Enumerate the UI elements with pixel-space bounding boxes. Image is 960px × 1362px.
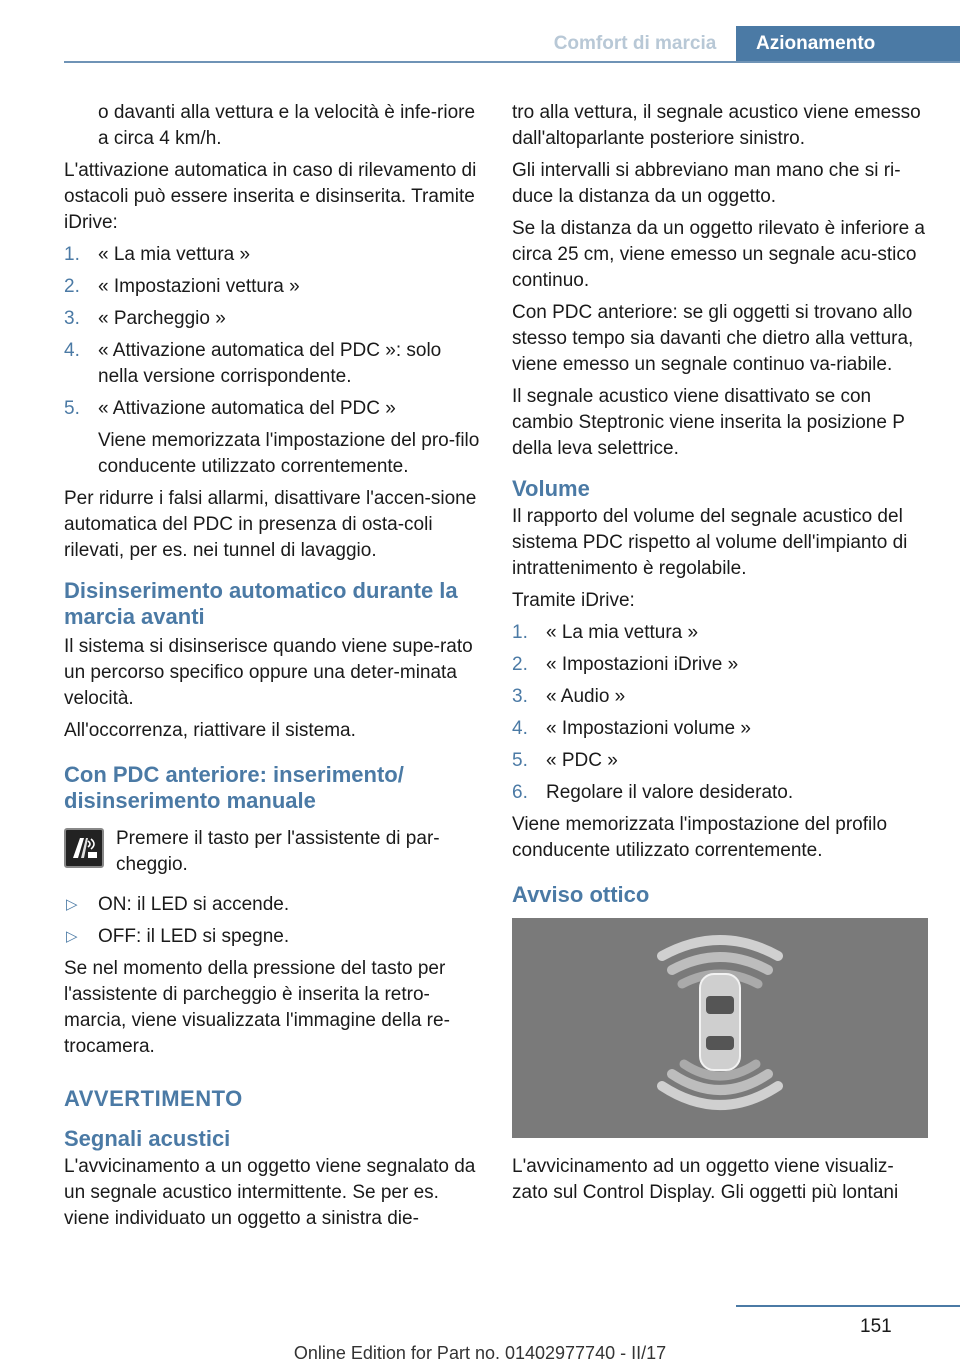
step-text: « La mia vettura » [98, 244, 251, 265]
bullet-triangle-icon: ▷ [66, 928, 78, 945]
button-instruction [64, 826, 480, 878]
list-item [512, 748, 928, 774]
page-header [0, 0, 960, 62]
step-text: Regolare il valore desiderato. [546, 782, 794, 803]
paragraph: L'avvicinamento a un oggetto viene segnalato da un segnale acustico intermittente. Se per es. viene individuato un oggetto a sinistra die- [64, 1156, 476, 1229]
step-text: « Impostazioni volume » [546, 718, 751, 739]
paragraph: Se nel momento della pressione del tasto per l'assistente di parcheggio è inserita la retro-marcia, viene visualizzata l'immagine della re-trocamera. [64, 958, 450, 1057]
list-item [64, 274, 480, 300]
section-heading: Con PDC anteriore: inserimento/ disinserimento manuale [64, 762, 404, 813]
bullet-triangle-icon: ▷ [66, 896, 78, 913]
edition-footer: Online Edition for Part no. 01402977740 - II/17 [293, 1343, 667, 1362]
button-instruction-text: Premere il tasto per l'assistente di par-cheggio. [116, 828, 440, 875]
paragraph: Se la distanza da un oggetto rilevato è inferiore a circa 25 cm, viene emesso un segnale acu-stico continuo. [512, 218, 925, 291]
right-column [512, 100, 928, 1212]
paragraph: L'avvicinamento ad un oggetto viene visualiz-zato sul Control Display. Gli oggetti più lontani [512, 1156, 899, 1203]
step-number: 6. [512, 782, 528, 803]
list-item [512, 684, 928, 710]
list-item [64, 338, 480, 390]
step-number: 4. [512, 718, 528, 739]
list-item [64, 924, 480, 950]
list-item [512, 780, 928, 806]
step-note: Viene memorizzata l'impostazione del pro-filo conducente utilizzato correntemente. [98, 430, 480, 477]
paragraph: Il rapporto del volume del segnale acustico del sistema PDC rispetto al volume dell'impianto di intrattenimento è regolabile. [512, 506, 908, 579]
footer-divider [736, 1305, 960, 1307]
paragraph: Gli intervalli si abbreviano man mano che si ri-duce la distanza da un oggetto. [512, 160, 901, 207]
list-item [64, 396, 480, 480]
warning-heading: AVVERTIMENTO [64, 1086, 243, 1111]
header-divider [64, 61, 960, 63]
paragraph: Per ridurre i falsi allarmi, disattivare l'accen-sione automatica del PDC in presenza di osta-coli rilevati, per es. nei tunnel di lavaggio. [64, 488, 477, 561]
step-number: 1. [512, 622, 528, 643]
step-number: 4. [64, 340, 80, 361]
step-number: 3. [64, 308, 80, 329]
volume-steps-list [512, 620, 928, 806]
left-column [64, 100, 480, 1238]
section-heading: Segnali acustici [64, 1126, 231, 1151]
list-item [64, 892, 480, 918]
step-text: « PDC » [546, 750, 618, 771]
list-item [512, 716, 928, 742]
step-number: 1. [64, 244, 80, 265]
paragraph: tro alla vettura, il segnale acustico viene emesso dall'altoparlante posteriore sinistro. [512, 102, 921, 149]
list-item [64, 242, 480, 268]
paragraph: Il sistema si disinserisce quando viene supe-rato un percorso specifico oppure una deter-minata velocità. [64, 636, 473, 709]
page-number: 151 [860, 1316, 892, 1337]
step-number: 2. [512, 654, 528, 675]
paragraph: Con PDC anteriore: se gli oggetti si trovano allo stesso tempo sia davanti che dietro alla vettura, viene emesso un segnale continuo va-riabile. [512, 302, 914, 375]
paragraph: Tramite iDrive: [512, 590, 635, 611]
list-item [64, 306, 480, 332]
step-text: « La mia vettura » [546, 622, 699, 643]
paragraph: L'attivazione automatica in caso di rilevamento di ostacoli può essere inserita e disinserita. Tramite iDrive: [64, 160, 477, 233]
step-text: « Impostazioni iDrive » [546, 654, 739, 675]
bullet-text: OFF: il LED si spegne. [98, 926, 290, 947]
pdc-display-illustration [512, 918, 928, 1138]
paragraph: o davanti alla vettura e la velocità è infe-riore a circa 4 km/h. [98, 102, 476, 149]
section-heading: Volume [512, 476, 590, 501]
step-text: « Impostazioni vettura » [98, 276, 300, 297]
section-heading: Disinserimento automatico durante la marcia avanti [64, 578, 458, 629]
section-label: Comfort di marcia [553, 33, 717, 54]
step-text: « Audio » [546, 686, 626, 707]
park-assist-button-icon [64, 828, 104, 868]
list-item [512, 652, 928, 678]
step-number: 2. [64, 276, 80, 297]
chapter-tab: Azionamento [736, 26, 960, 62]
idrive-steps-list [64, 242, 480, 480]
step-number: 5. [64, 398, 80, 419]
step-text: « Attivazione automatica del PDC »: solo nella versione corrispondente. [98, 340, 442, 387]
step-text: « Attivazione automatica del PDC » [98, 398, 396, 419]
led-status-list [64, 892, 480, 950]
step-number: 5. [512, 750, 528, 771]
step-text: « Parcheggio » [98, 308, 226, 329]
bullet-text: ON: il LED si accende. [98, 894, 290, 915]
step-number: 3. [512, 686, 528, 707]
paragraph: Il segnale acustico viene disattivato se con cambio Steptronic viene inserita la posizione P della leva selettrice. [512, 386, 905, 459]
paragraph: All'occorrenza, riattivare il sistema. [64, 720, 356, 741]
list-item [512, 620, 928, 646]
section-heading: Avviso ottico [512, 882, 650, 907]
paragraph: Viene memorizzata l'impostazione del profilo conducente utilizzato correntemente. [512, 814, 888, 861]
